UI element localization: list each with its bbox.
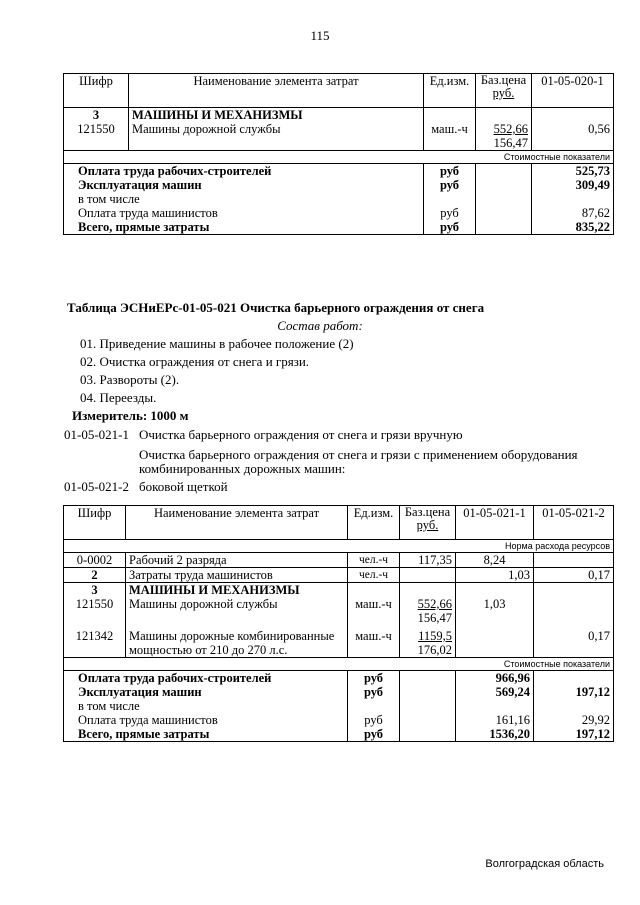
row-name: Машины дорожные комбинированные мощностью от 210 до 270 л.с. — [126, 625, 348, 658]
summary-unit: руб — [424, 164, 476, 179]
summary-value: 309,49 — [532, 178, 614, 192]
row-value-2: 0,17 — [534, 625, 614, 658]
work-item: 04. Переезды. — [80, 390, 157, 405]
summary-value-1: 966,96 — [456, 671, 534, 686]
row-unit: чел.-ч — [348, 568, 400, 583]
summary-name: в том числе — [64, 192, 424, 206]
section-label: Стоимостные показатели — [64, 658, 614, 671]
work-item: 02. Очистка ограждения от снега и грязи. — [80, 354, 310, 369]
header-col-1: 01-05-020-1 — [532, 74, 614, 108]
summary-row — [64, 671, 614, 686]
summary-unit: руб — [348, 671, 400, 686]
table-row — [64, 568, 614, 583]
row-unit: маш.-ч — [424, 122, 476, 151]
summary-unit: руб — [348, 685, 400, 699]
row-code: 2 — [64, 568, 126, 583]
row-price — [400, 568, 456, 583]
summary-row — [64, 206, 614, 220]
header-name: Наименование элемента затрат — [126, 506, 348, 540]
row-code: 121550 — [64, 122, 129, 151]
summary-value-2: 197,12 — [534, 685, 614, 699]
summary-value: 835,22 — [532, 220, 614, 235]
row-unit: чел.-ч — [348, 553, 400, 568]
work-item: 03. Развороты (2). — [80, 372, 180, 387]
row-code: 3 — [64, 108, 129, 123]
table-row — [64, 597, 614, 625]
summary-name: Всего, прямые затраты — [64, 220, 424, 235]
item-intro: Очистка барьерного ограждения от снега и грязи с применением оборудования — [139, 447, 578, 462]
item-intro: комбинированных дорожных машин: — [139, 461, 346, 476]
summary-value-2 — [534, 671, 614, 686]
row-value-2 — [534, 553, 614, 568]
table-row — [64, 583, 614, 598]
row-value-1: 1,03 — [456, 597, 534, 625]
header-code: Шифр — [64, 506, 126, 540]
summary-row — [64, 178, 614, 192]
summary-value-1: 569,24 — [456, 685, 534, 699]
header-unit: Ед.изм. — [424, 74, 476, 108]
summary-name: Оплата труда машинистов — [64, 206, 424, 220]
summary-value-1: 161,16 — [456, 713, 534, 727]
item-code: 01-05-021-1 — [64, 427, 129, 442]
summary-name: Оплата труда машинистов — [64, 713, 348, 727]
summary-value-2: 29,92 — [534, 713, 614, 727]
norm-label: Норма расхода ресурсов — [64, 540, 614, 553]
table-row — [64, 122, 614, 151]
row-price: 552,66 156,47 — [476, 122, 532, 151]
row-code: 121342 — [64, 625, 126, 658]
row-value-1 — [456, 625, 534, 658]
row-name: Машины дорожной службы — [129, 122, 424, 151]
summary-row — [64, 699, 614, 713]
item-code: 01-05-021-2 — [64, 479, 129, 494]
measure: Измеритель: 1000 м — [72, 408, 189, 423]
footer-region: Волгоградская область — [485, 858, 604, 870]
table-row — [64, 108, 614, 123]
summary-unit: руб — [348, 727, 400, 742]
item-text: Очистка барьерного ограждения от снега и грязи вручную — [139, 427, 463, 442]
summary-value: 525,73 — [532, 164, 614, 179]
section-label: Стоимостные показатели — [64, 151, 614, 164]
summary-unit: руб — [348, 713, 400, 727]
row-unit: маш.-ч — [348, 625, 400, 658]
item-text: боковой щеткой — [139, 479, 228, 494]
header-price-line1: Баз.цена — [404, 505, 451, 519]
row-name: МАШИНЫ И МЕХАНИЗМЫ — [129, 108, 424, 123]
table-row — [64, 553, 614, 568]
row-value-1: 1,03 — [456, 568, 534, 583]
row-value-2 — [534, 597, 614, 625]
row-value-1: 8,24 — [456, 553, 534, 568]
summary-unit: руб — [424, 206, 476, 220]
works-subtitle: Состав работ: — [277, 318, 363, 333]
header-price — [400, 506, 456, 540]
row-name: Затраты труда машинистов — [126, 568, 348, 583]
row-name: Машины дорожной службы — [126, 597, 348, 625]
summary-row — [64, 727, 614, 742]
summary-unit: руб — [424, 178, 476, 192]
page-number: 115 — [310, 28, 330, 43]
row-price: 552,66 156,47 — [400, 597, 456, 625]
table-header — [64, 74, 614, 108]
row-value-1: 0,56 — [532, 122, 614, 151]
table-header — [64, 506, 614, 540]
header-col-2: 01-05-021-2 — [534, 506, 614, 540]
summary-row — [64, 164, 614, 179]
summary-value: 87,62 — [532, 206, 614, 220]
header-price-line2: руб. — [416, 518, 439, 532]
cost-table-1 — [63, 73, 614, 235]
summary-name: Эксплуатация машин — [64, 178, 424, 192]
summary-name: в том числе — [64, 699, 348, 713]
summary-name: Оплата труда рабочих-строителей — [64, 164, 424, 179]
header-code: Шифр — [64, 74, 129, 108]
summary-value-2: 197,12 — [534, 727, 614, 742]
norm-label-row — [64, 540, 614, 553]
header-col-1: 01-05-021-1 — [456, 506, 534, 540]
row-value-2: 0,17 — [534, 568, 614, 583]
summary-value-1: 1536,20 — [456, 727, 534, 742]
row-price: 117,35 — [400, 553, 456, 568]
summary-unit: руб — [424, 220, 476, 235]
header-price-line2: руб. — [492, 86, 515, 100]
summary-name: Оплата труда рабочих-строителей — [64, 671, 348, 686]
section-label-row — [64, 151, 614, 164]
summary-row — [64, 220, 614, 235]
summary-row — [64, 192, 614, 206]
header-price — [476, 74, 532, 108]
table-title: Таблица ЭСНиЕРс-01-05-021 Очистка барьерного ограждения от снега — [67, 300, 485, 315]
table-row — [64, 625, 614, 658]
row-price: 1159,5 176,02 — [400, 625, 456, 658]
row-name: Рабочий 2 разряда — [126, 553, 348, 568]
header-name: Наименование элемента затрат — [129, 74, 424, 108]
header-unit: Ед.изм. — [348, 506, 400, 540]
row-unit: маш.-ч — [348, 597, 400, 625]
row-code: 121550 — [64, 597, 126, 625]
row-code: 0-0002 — [64, 553, 126, 568]
section-label-row — [64, 658, 614, 671]
row-name: МАШИНЫ И МЕХАНИЗМЫ — [126, 583, 348, 598]
cost-table-2 — [63, 505, 614, 742]
work-item: 01. Приведение машины в рабочее положение (2) — [80, 336, 354, 351]
row-code: 3 — [64, 583, 126, 598]
summary-name: Эксплуатация машин — [64, 685, 348, 699]
header-price-line1: Баз.цена — [480, 73, 527, 87]
summary-name: Всего, прямые затраты — [64, 727, 348, 742]
summary-row — [64, 713, 614, 727]
summary-row — [64, 685, 614, 699]
